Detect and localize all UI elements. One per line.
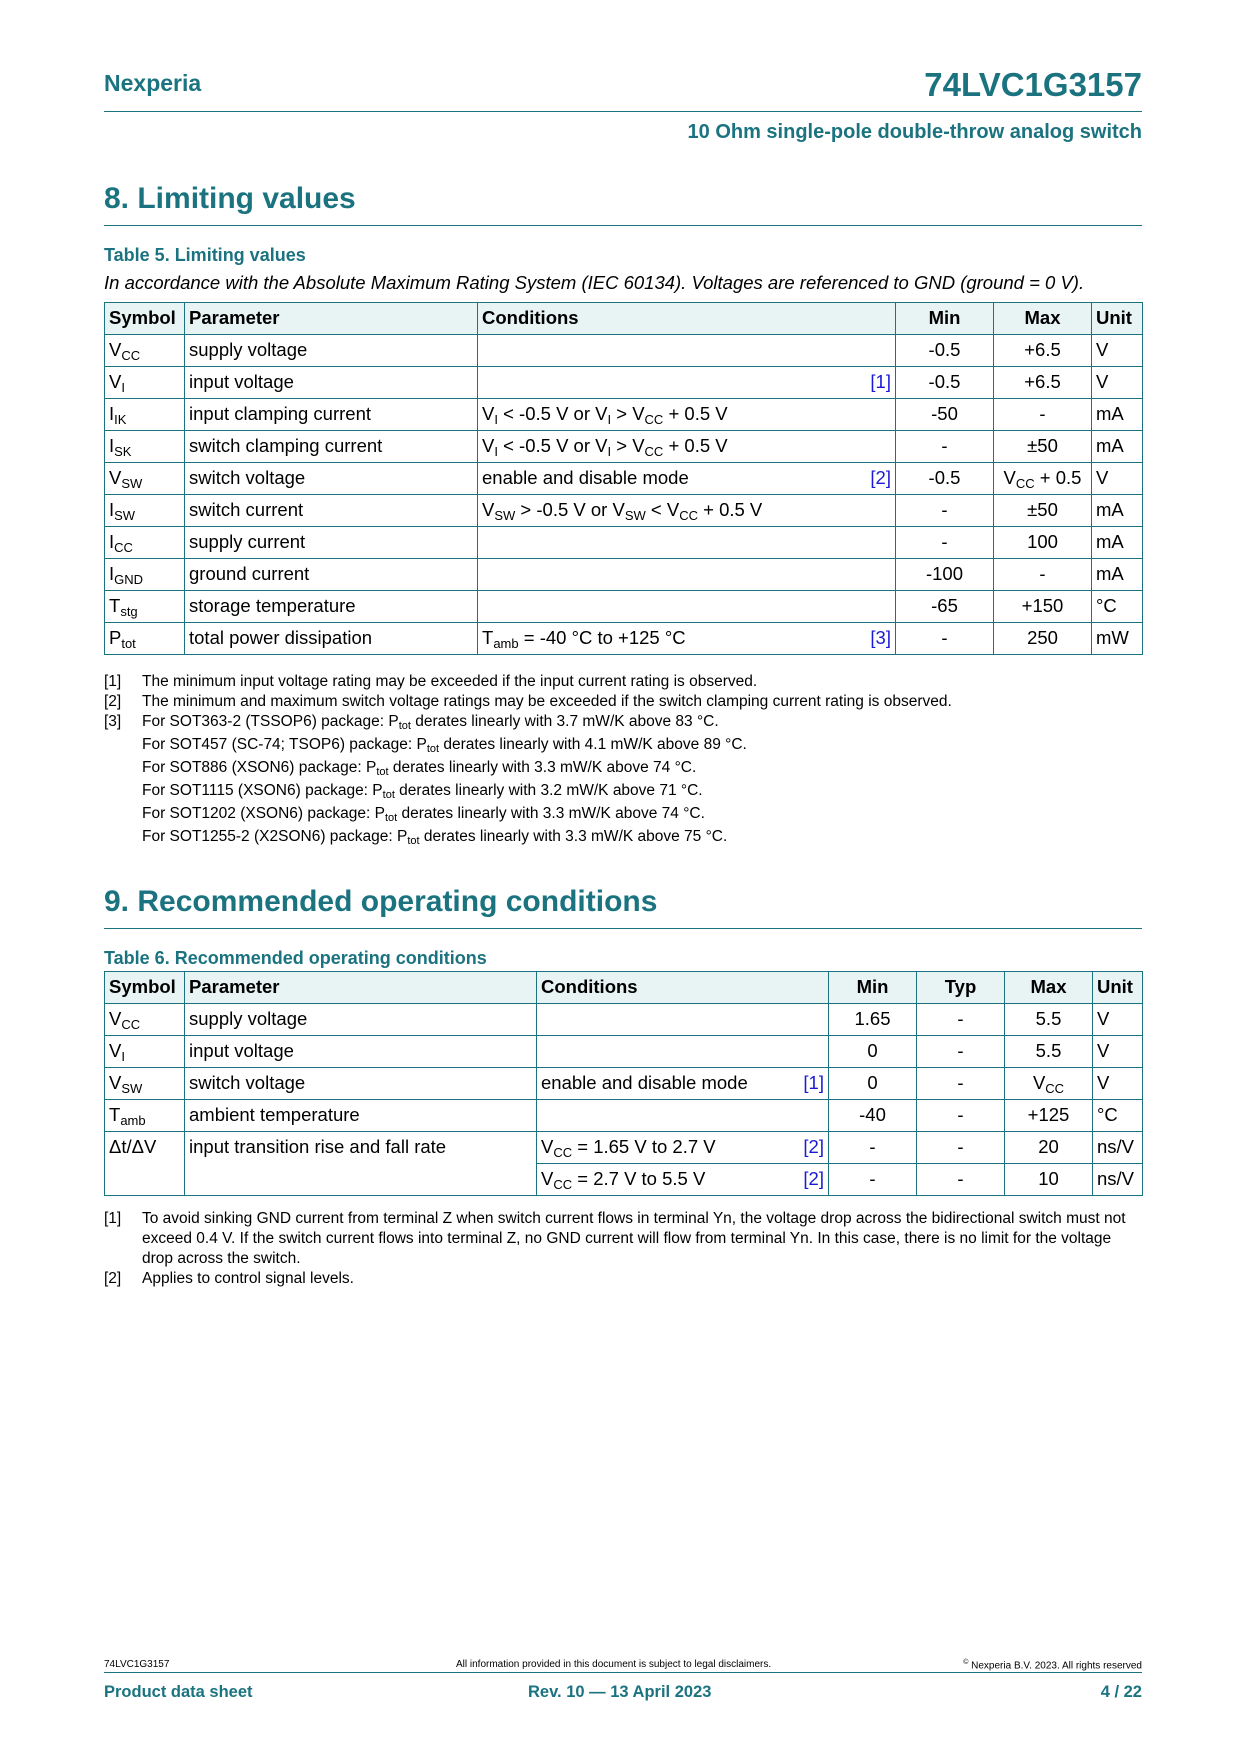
table-row	[105, 431, 1143, 463]
conditions-cell: $V_{CC} = 1.65$ V to 2.7 V [2]	[537, 1132, 829, 1164]
table-row	[105, 527, 1143, 559]
table-row	[105, 559, 1143, 591]
footnote-ref-link[interactable]: [2]	[803, 1168, 824, 1190]
header-conditions: Conditions	[537, 972, 829, 1004]
min-cell: 0	[829, 1036, 917, 1068]
section-divider	[104, 928, 1142, 929]
parameter-cell: input clamping current	[185, 399, 478, 431]
table-row	[105, 367, 1143, 399]
footer-page-number: 4 / 22	[1100, 1683, 1142, 1701]
unit-cell: V	[1093, 1068, 1143, 1100]
parameter-cell: total power dissipation	[185, 623, 478, 655]
table-row	[105, 1100, 1143, 1132]
min-cell: -	[896, 623, 994, 655]
conditions-cell: $V_{CC} = 2.7$ V to 5.5 V [2]	[537, 1164, 829, 1196]
unit-cell: V	[1092, 367, 1143, 399]
symbol-cell: $V_I$	[105, 1036, 185, 1068]
max-cell: 100	[994, 527, 1092, 559]
conditions-cell: $V_I < -0.5$ V or $V_I > V_{CC} + 0.5$ V	[478, 431, 896, 463]
footer-doc-id: 74LVC1G3157	[104, 1659, 170, 1670]
parameter-cell: switch current	[185, 495, 478, 527]
max-cell: $V_{CC} + 0.5$	[994, 463, 1092, 495]
max-cell: $V_{CC}$	[1005, 1068, 1093, 1100]
max-cell: +6.5	[994, 335, 1092, 367]
unit-cell: mA	[1092, 495, 1143, 527]
parameter-cell: supply current	[185, 527, 478, 559]
footnote: [1] To avoid sinking GND current from terminal Z when switch current flows in terminal Yn, the voltage drop across the bidirectional switch must not exceed 0.4 V. If the switch current flows into terminal Z, no GND current will flow from terminal Yn. In this case, there is no limit for the voltage drop across the switch.	[104, 1210, 1126, 1267]
unit-cell: °C	[1092, 591, 1143, 623]
symbol-cell: $V_I$	[105, 367, 185, 399]
max-cell: ±50	[994, 431, 1092, 463]
footnote-line: For SOT886 (XSON6) package: $P_{tot}$ derates linearly with 3.3 mW/K above 74 °C.	[142, 759, 697, 778]
max-cell: -	[994, 559, 1092, 591]
part-number: 74LVC1G3157	[924, 66, 1142, 103]
footnote-ref-link[interactable]: [1]	[870, 371, 891, 393]
unit-cell: V	[1093, 1036, 1143, 1068]
conditions-cell: $V_{SW} > -0.5$ V or $V_{SW} < V_{CC} + 0.5$ V	[478, 495, 896, 527]
table-header-row	[105, 303, 1143, 335]
max-cell: +125	[1005, 1100, 1093, 1132]
min-cell: -	[896, 495, 994, 527]
header-symbol: Symbol	[105, 303, 185, 335]
header-conditions: Conditions	[478, 303, 896, 335]
conditions-cell	[478, 367, 896, 399]
max-cell: 10	[1005, 1164, 1093, 1196]
table-row	[105, 591, 1143, 623]
min-cell: -50	[896, 399, 994, 431]
recommended-operating-conditions-table	[104, 971, 1143, 1196]
symbol-cell: $I_{IK}$	[105, 399, 185, 431]
min-cell: -	[896, 431, 994, 463]
symbol-cell: $I_{SW}$	[105, 495, 185, 527]
parameter-cell: ground current	[185, 559, 478, 591]
conditions-cell: $T_{amb} = -40$ °C to +125 °C [3]	[478, 623, 896, 655]
unit-cell: V	[1092, 335, 1143, 367]
parameter-cell: ambient temperature	[185, 1100, 537, 1132]
parameter-cell: switch voltage	[185, 463, 478, 495]
header-unit: Unit	[1092, 303, 1143, 335]
footnote: [2] The minimum and maximum switch voltage ratings may be exceeded if the switch clamping current rating is observed.	[104, 693, 952, 710]
table-row	[105, 1036, 1143, 1068]
max-cell: +6.5	[994, 367, 1092, 399]
symbol-cell: $T_{stg}$	[105, 591, 185, 623]
table-row	[105, 495, 1143, 527]
symbol-cell: $V_{SW}$	[105, 463, 185, 495]
unit-cell: V	[1092, 463, 1143, 495]
header-divider	[104, 111, 1142, 112]
table-row	[105, 463, 1143, 495]
header-min: Min	[896, 303, 994, 335]
table-row	[105, 335, 1143, 367]
section-9-title: 9. Recommended operating conditions	[104, 885, 658, 918]
footnote-ref-link[interactable]: [2]	[803, 1136, 824, 1158]
parameter-cell: switch voltage	[185, 1068, 537, 1100]
conditions-cell	[478, 591, 896, 623]
min-cell: -0.5	[896, 367, 994, 399]
max-cell: ±50	[994, 495, 1092, 527]
footer-doc-type: Product data sheet	[104, 1683, 253, 1701]
table-5-footnotes	[104, 672, 1144, 847]
symbol-cell: $V_{SW}$	[105, 1068, 185, 1100]
header-max: Max	[1005, 972, 1093, 1004]
max-cell: 5.5	[1005, 1036, 1093, 1068]
conditions-cell	[537, 1036, 829, 1068]
header-typ: Typ	[917, 972, 1005, 1004]
section-8-title: 8. Limiting values	[104, 182, 356, 215]
header-max: Max	[994, 303, 1092, 335]
min-cell: 1.65	[829, 1004, 917, 1036]
section-divider	[104, 225, 1142, 226]
unit-cell: °C	[1093, 1100, 1143, 1132]
symbol-cell: $I_{CC}$	[105, 527, 185, 559]
symbol-cell: $I_{SK}$	[105, 431, 185, 463]
parameter-cell: input voltage	[185, 1036, 537, 1068]
parameter-cell: input voltage	[185, 367, 478, 399]
header-min: Min	[829, 972, 917, 1004]
brand-name: Nexperia	[104, 70, 202, 96]
symbol-cell: $V_{CC}$	[105, 335, 185, 367]
conditions-cell	[478, 335, 896, 367]
unit-cell: mA	[1092, 527, 1143, 559]
min-cell: -65	[896, 591, 994, 623]
parameter-cell: supply voltage	[185, 1004, 537, 1036]
parameter-cell: switch clamping current	[185, 431, 478, 463]
footnote-line: For SOT457 (SC-74; TSOP6) package: $P_{tot}$ derates linearly with 4.1 mW/K above 89 °C.	[142, 736, 747, 755]
symbol-cell: $T_{amb}$	[105, 1100, 185, 1132]
parameter-cell: storage temperature	[185, 591, 478, 623]
max-cell: 5.5	[1005, 1004, 1093, 1036]
table-row	[105, 1132, 1143, 1164]
footnote-ref-link[interactable]: [2]	[870, 467, 891, 489]
conditions-cell: enable and disable mode [1]	[537, 1068, 829, 1100]
footnote-line: For SOT1202 (XSON6) package: $P_{tot}$ derates linearly with 3.3 mW/K above 74 °C.	[142, 805, 705, 824]
footer-disclaimer: All information provided in this document is subject to legal disclaimers.	[456, 1659, 772, 1670]
table-6-footnotes	[104, 1209, 1144, 1289]
unit-cell: mA	[1092, 559, 1143, 591]
min-cell: -	[896, 527, 994, 559]
typ-cell: -	[917, 1036, 1005, 1068]
max-cell: 250	[994, 623, 1092, 655]
limiting-values-table	[104, 302, 1143, 655]
symbol-cell: $V_{CC}$	[105, 1004, 185, 1036]
footnote-line: For SOT1115 (XSON6) package: $P_{tot}$ derates linearly with 3.2 mW/K above 71 °C.	[142, 782, 703, 801]
min-cell: -0.5	[896, 335, 994, 367]
header-parameter: Parameter	[185, 972, 537, 1004]
min-cell: -	[829, 1132, 917, 1164]
typ-cell: -	[917, 1100, 1005, 1132]
document-subtitle: 10 Ohm single-pole double-throw analog switch	[687, 121, 1142, 143]
max-cell: +150	[994, 591, 1092, 623]
min-cell: -100	[896, 559, 994, 591]
max-cell: -	[994, 399, 1092, 431]
conditions-cell: enable and disable mode [2]	[478, 463, 896, 495]
footnote-line: For SOT1255-2 (X2SON6) package: $P_{tot}$ derates linearly with 3.3 mW/K above 75 °C.	[142, 828, 728, 847]
conditions-cell	[478, 527, 896, 559]
table-5-note: In accordance with the Absolute Maximum Rating System (IEC 60134). Voltages are referenced to GND (ground = 0 V).	[104, 272, 1085, 293]
max-cell: 20	[1005, 1132, 1093, 1164]
table-row	[105, 1068, 1143, 1100]
table-row	[105, 399, 1143, 431]
table-row	[105, 1004, 1143, 1036]
conditions-cell	[478, 559, 896, 591]
typ-cell: -	[917, 1068, 1005, 1100]
symbol-cell: Δt/ΔV	[105, 1132, 185, 1196]
unit-cell: mW	[1092, 623, 1143, 655]
typ-cell: -	[917, 1132, 1005, 1164]
parameter-cell: supply voltage	[185, 335, 478, 367]
footnote-ref-link[interactable]: [1]	[803, 1072, 824, 1094]
conditions-cell	[537, 1004, 829, 1036]
table-header-row	[105, 972, 1143, 1004]
table-5-caption: Table 5. Limiting values	[104, 245, 306, 265]
conditions-cell: $V_I < -0.5$ V or $V_I > V_{CC} + 0.5$ V	[478, 399, 896, 431]
footnote: [2] Applies to control signal levels.	[104, 1270, 354, 1287]
footer-revision: Rev. 10 — 13 April 2023	[528, 1683, 712, 1701]
table-6-caption: Table 6. Recommended operating conditions	[104, 948, 487, 968]
header-parameter: Parameter	[185, 303, 478, 335]
unit-cell: mA	[1092, 431, 1143, 463]
symbol-cell: $I_{GND}$	[105, 559, 185, 591]
unit-cell: mA	[1092, 399, 1143, 431]
unit-cell: V	[1093, 1004, 1143, 1036]
footer-copyright: © Nexperia B.V. 2023. All rights reserved	[963, 1659, 1142, 1672]
footnote-ref-link[interactable]: [3]	[870, 627, 891, 649]
table-row	[105, 623, 1143, 655]
header-symbol: Symbol	[105, 972, 185, 1004]
conditions-cell	[537, 1100, 829, 1132]
min-cell: -	[829, 1164, 917, 1196]
unit-cell: ns/V	[1093, 1132, 1143, 1164]
min-cell: 0	[829, 1068, 917, 1100]
symbol-cell: $P_{tot}$	[105, 623, 185, 655]
min-cell: -40	[829, 1100, 917, 1132]
typ-cell: -	[917, 1004, 1005, 1036]
header-unit: Unit	[1093, 972, 1143, 1004]
footer-divider	[104, 1672, 1142, 1673]
min-cell: -0.5	[896, 463, 994, 495]
footnote: [1] The minimum input voltage rating may be exceeded if the input current rating is observed.	[104, 673, 758, 690]
typ-cell: -	[917, 1164, 1005, 1196]
footnote: [3] For SOT363-2 (TSSOP6) package: $P_{tot}$ derates linearly with 3.7 mW/K above 83 °C.	[104, 713, 719, 732]
unit-cell: ns/V	[1093, 1164, 1143, 1196]
parameter-cell: input transition rise and fall rate	[185, 1132, 537, 1196]
